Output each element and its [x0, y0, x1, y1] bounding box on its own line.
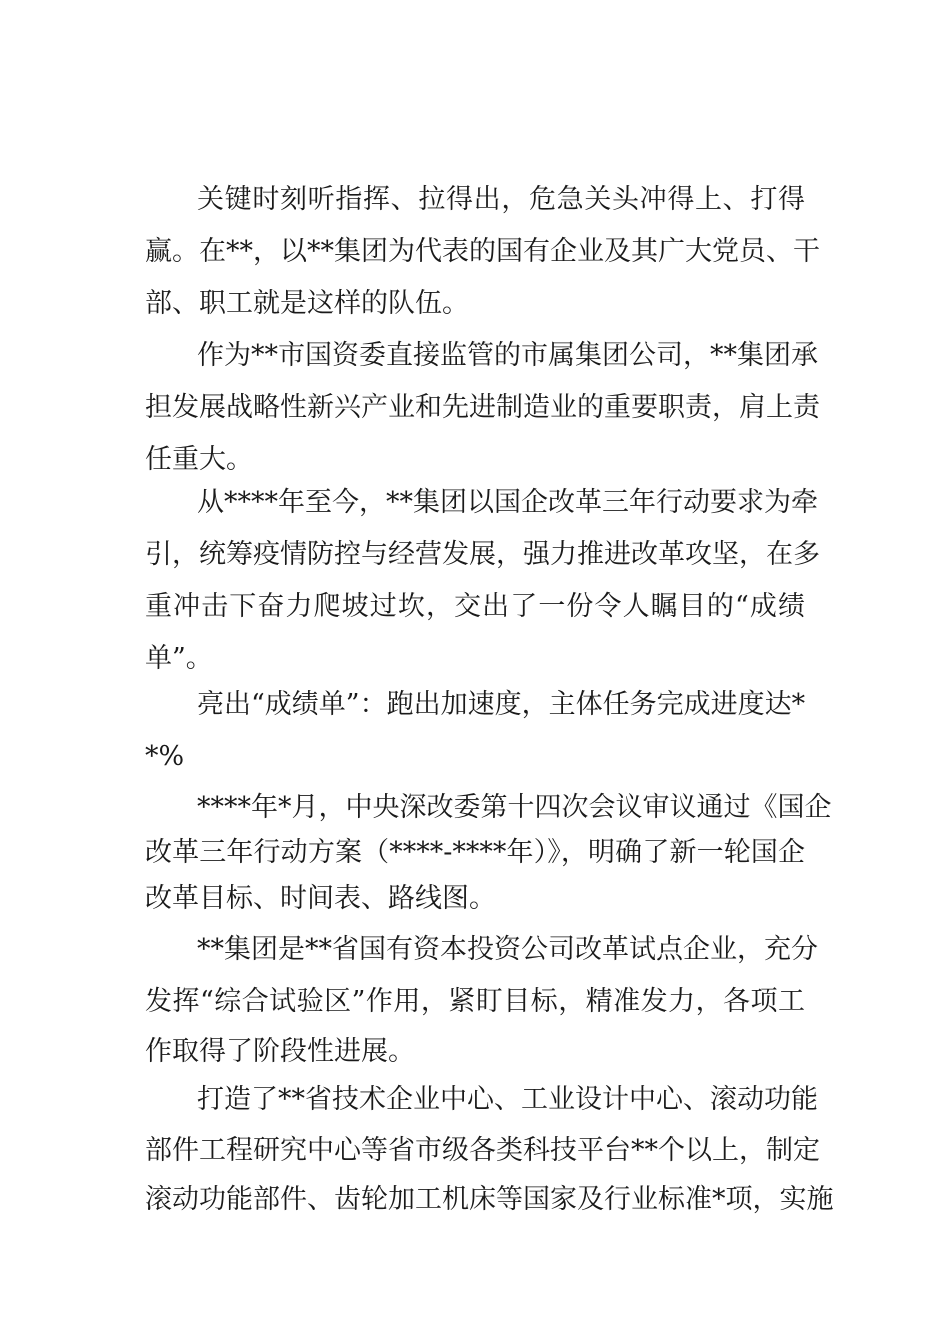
text-line-3: 部、职工就是这样的队伍。: [145, 288, 469, 319]
text-line-8: 引，统筹疫情防控与经营发展，强力推进改革攻坚，在多: [145, 539, 820, 570]
text-line-1: 关键时刻听指挥、拉得出，危急关头冲得上、打得: [197, 184, 805, 215]
text-line-14: 改革三年行动方案（****-****年）》，明确了新一轮国企: [145, 837, 805, 868]
text-line-18: 作取得了阶段性进展。: [145, 1036, 415, 1067]
text-line-2: 赢。在**，以**集团为代表的国有企业及其广大党员、干: [145, 236, 820, 267]
text-line-13: ****年*月，中央深改委第十四次会议审议通过《国企: [197, 792, 832, 823]
text-line-21: 滚动功能部件、齿轮加工机床等国家及行业标准*项，实施: [145, 1184, 834, 1215]
text-line-10: 单”。: [145, 643, 213, 674]
text-line-16: **集团是**省国有资本投资公司改革试点企业，充分: [197, 934, 818, 965]
text-line-20: 部件工程研究中心等省市级各类科技平台**个以上，制定: [145, 1135, 820, 1166]
text-line-4: 作为**市国资委直接监管的市属集团公司，**集团承: [197, 340, 818, 371]
text-line-17: 发挥“综合试验区”作用，紧盯目标，精准发力，各项工: [145, 986, 805, 1017]
text-line-9: 重冲击下奋力爬坡过坎，交出了一份令人瞩目的“成绩: [145, 591, 805, 622]
text-line-12: *%: [145, 741, 185, 772]
text-line-5: 担发展战略性新兴产业和先进制造业的重要职责，肩上责: [145, 392, 820, 423]
text-line-6: 任重大。: [145, 444, 253, 475]
text-line-19: 打造了**省技术企业中心、工业设计中心、滚动功能: [197, 1084, 818, 1115]
text-line-15: 改革目标、时间表、路线图。: [145, 883, 496, 914]
text-line-7: 从****年至今，**集团以国企改革三年行动要求为牵: [197, 487, 818, 518]
text-line-11: 亮出“成绩单”：跑出加速度，主体任务完成进度达*: [197, 689, 806, 720]
